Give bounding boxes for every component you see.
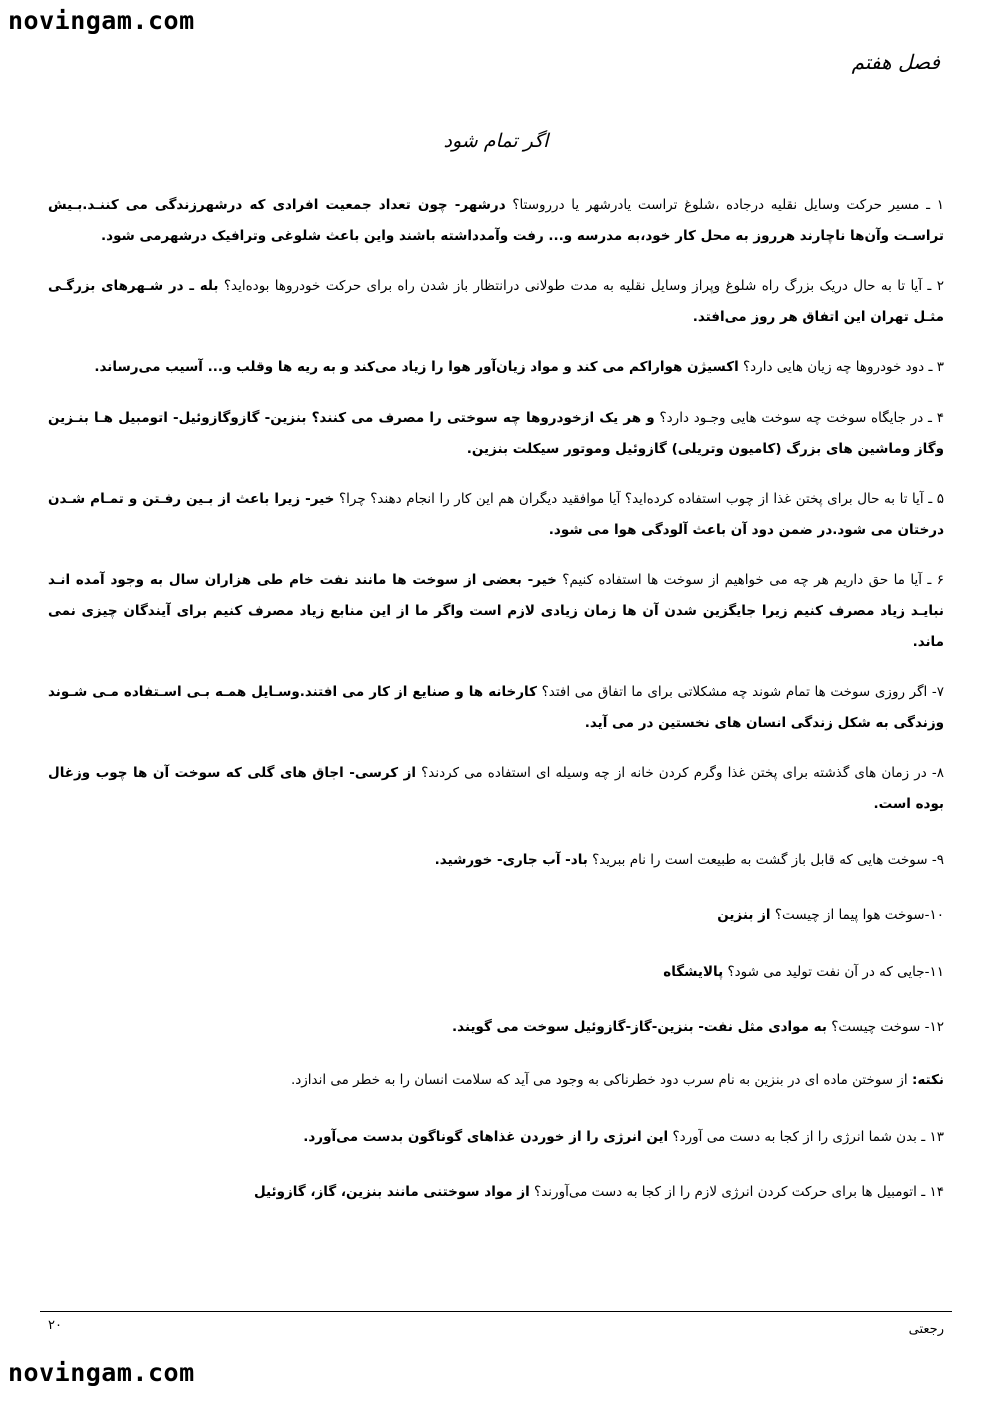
question-14 — [48, 1177, 944, 1208]
question-text: ۹- سوخت هایی که قابل باز گشت به طبیعت است را نام ببرید؟ — [592, 852, 944, 868]
question-text: ۱۳ ـ بدن شما انرژی را از کجا به دست می آورد؟ — [672, 1129, 944, 1145]
question-text: ۱۴ ـ اتومبیل ها برای حرکت کردن انرژی لازم را از کجا به دست می‌آورند؟ — [534, 1184, 944, 1200]
question-3 — [48, 352, 944, 383]
question-text: ۱۰-سوخت هوا پیما از چیست؟ — [774, 907, 944, 923]
answer-text: درشهر- چون تعداد جمعیت افرادی که درشهرزندگی می کننـد.بـیش تراسـت وآن‌ها ناچارند هرروز به محل کار خود،به مدرسه و... رفت وآمدداشته باشند واین باعث شلوغی وترافیک درشهرمی شود. — [48, 197, 944, 244]
answer-text: از کرسی- اجاق های گلی که سوخت آن ها چوب وزغال بوده است. — [48, 765, 944, 812]
watermark-top: novingam.com — [8, 6, 195, 35]
answer-text: از مواد سوختنی مانند بنزین، گاز، گازوئیل — [253, 1184, 530, 1200]
question-text: ۱۱-جایی که در آن نفت تولید می شود؟ — [727, 964, 944, 980]
question-text: ۳ ـ دود خودروها چه زیان هایی دارد؟ — [743, 359, 944, 375]
lesson-title: اگر تمام شود — [443, 130, 549, 152]
answer-text: و هر یک ازخودروها چه سوختی را مصرف می کنند؟ بنزین- گازوگازوئیل- اتومبیل هـا بنـزین وگاز وماشین های بزرگ (کامیون وتریلی) گازوئیل وموتور سیکلت بنزین. — [48, 410, 944, 457]
question-8 — [48, 758, 944, 820]
question-2 — [48, 271, 944, 333]
note-text: از سوختن ماده ای در بنزین به نام سرب دود خطرناکی به وجود می آید که سلامت انسان را به خطر می اندازد. — [290, 1072, 908, 1088]
answer-text: باد- آب جاری- خورشید. — [434, 852, 588, 868]
footer-author: رجعتی — [908, 1322, 944, 1337]
chapter-heading: فصل هفتم — [851, 50, 940, 74]
document-body — [48, 190, 944, 1208]
answer-text: از بنزین — [717, 907, 771, 923]
question-text: ۲ ـ آیا تا به حال دریک بزرگ راه شلوغ وپراز وسایل نقلیه به مدت طولانی درانتظار باز شدن راه برای حرکت خودروها بوده‌اید؟ — [223, 278, 944, 294]
question-9 — [48, 845, 944, 876]
question-4 — [48, 403, 944, 465]
question-11 — [48, 957, 944, 988]
watermark-bottom: novingam.com — [8, 1358, 195, 1387]
question-12 — [48, 1012, 944, 1043]
note — [48, 1065, 944, 1096]
question-text: ۴ ـ در جایگاه سوخت چه سوخت هایی وجـود دارد؟ — [659, 410, 945, 426]
answer-text: کارخانه ها و صنایع از کار می افتند.وسـایل همـه بـی اسـتفاده مـی شـوند وزندگی به شکل زندگی انسان های نخستین در می آید. — [48, 684, 944, 731]
answer-text: پالایشگاه — [663, 964, 724, 980]
answer-text: اکسیژن هواراکم می کند و مواد زیان‌آور هوا را زیاد می‌کند و به ریه ها وقلب و... آسیب می‌رساند. — [94, 359, 739, 375]
note-label: نکته: — [911, 1072, 944, 1088]
question-text: ۸- در زمان های گذشته برای پختن غذا وگرم کردن خانه از چه وسیله ای استفاده می کردند؟ — [421, 765, 944, 781]
question-6 — [48, 565, 944, 658]
question-text: ۶ ـ آیا ما حق داریم هر چه می خواهیم از سوخت ها استفاده کنیم؟ — [562, 572, 944, 588]
question-13 — [48, 1122, 944, 1153]
question-7 — [48, 677, 944, 739]
answer-text: خیر- زیرا باعث از بـین رفـتن و تمـام شـدن درختان می شود.در ضمن دود آن باعث آلودگی هوا می شود. — [48, 491, 944, 538]
question-10 — [48, 900, 944, 931]
answer-text: بله ـ در شـهرهای بزرگـی مثـل تهران این اتفاق هر روز می‌افتد. — [48, 278, 944, 325]
answer-text: این انرژی را از خوردن غذاهای گوناگون بدست می‌آورد. — [303, 1129, 669, 1145]
question-text: ۱۲- سوخت چیست؟ — [831, 1019, 944, 1035]
answer-text: به موادی مثل نفت- بنزین-گاز-گازوئیل سوخت می گویند. — [452, 1019, 827, 1035]
question-text: ۱ ـ مسیر حرکت وسایل نقلیه درجاده ،شلوغ تراست یادرشهر یا درروستا؟ — [512, 197, 945, 213]
page-number: ۲۰ — [48, 1318, 62, 1333]
question-text: ۷- اگر روزی سوخت ها تمام شوند چه مشکلاتی برای ما اتفاق می افتد؟ — [541, 684, 944, 700]
answer-text: خیر- بعضی از سوخت ها مانند نفت خام طی هزاران سال به وجود آمده انـد نبایـد زیاد مصرف کنیم زیرا جایگزین شدن آن ها زمان زیادی لازم است واگر ما از این منابع زیاد مصرف کنیم برای آیندگان چیزی نمی ماند. — [48, 572, 944, 650]
question-text: ۵ ـ آیا تا به حال برای پختن غذا از چوب استفاده کرده‌اید؟ آیا موافقید دیگران هم این کار را انجام دهند؟ چرا؟ — [338, 491, 944, 507]
footer-divider — [40, 1311, 952, 1312]
question-5 — [48, 484, 944, 546]
question-1 — [48, 190, 944, 252]
